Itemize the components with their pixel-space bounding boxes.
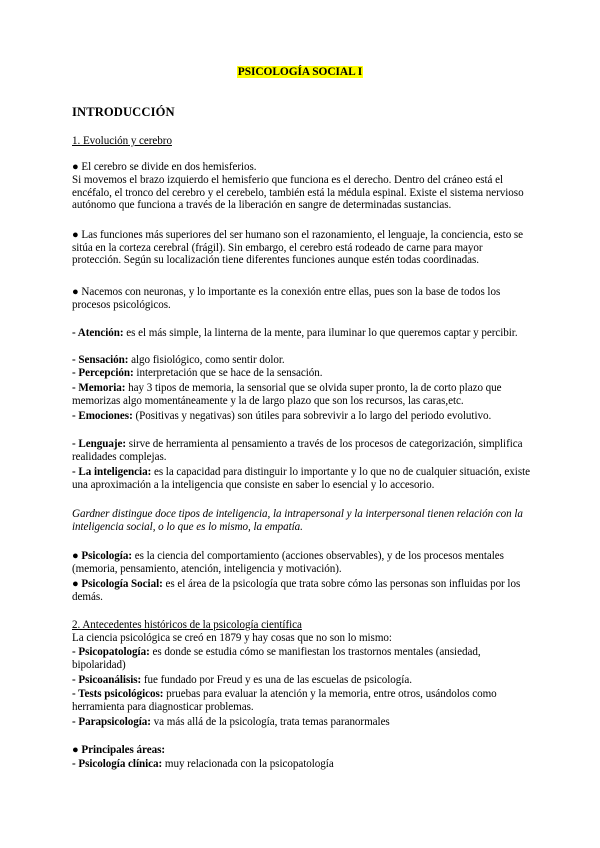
process-item [72,354,532,367]
area-term: - Psicología clínica: [72,758,163,770]
process-term: - Lenguaje: [72,438,126,450]
process-term: - La inteligencia: [72,466,152,478]
not-same-term: - Psicoanálisis: [72,674,142,686]
definition-item [72,578,532,603]
not-same-text: es donde se estudia cómo se manifiestan los trastornos mentales (ansiedad, bipolaridad) [72,646,481,671]
para-neurons: ● Nacemos con neuronas, y lo importante es la conexión entre ellas, pues son la base de todos los procesos psicológicos. [72,286,501,311]
process-text: (Positivas y negativas) son útiles para sobrevivir a lo largo del periodo evolutivo. [132,410,492,422]
not-same-item [72,716,532,729]
process-item [72,466,532,491]
process-text: sirve de herramienta al pensamiento a través de los procesos de categorización, simplifica realidades complejas. [72,438,523,463]
not-same-term: - Psicopatología: [72,646,150,658]
section2-heading: 2. Antecedentes históricos de la psicología científica [72,619,302,631]
section1-heading: 1. Evolución y cerebro [72,135,172,147]
areas-heading [72,744,532,757]
process-text: es el más simple, la linterna de la mente, para iluminar lo que queremos captar y percibir. [123,327,518,339]
gardner-note: Gardner distingue doce tipos de inteligencia, la intrapersonal y la interpersonal tienen relación con la inteligencia social, o lo que es lo mismo, la empatía. [72,508,523,533]
process-text: interpretación que se hace de la sensación. [133,367,323,379]
definition-item [72,550,532,575]
not-same-item [72,646,532,671]
process-term: - Atención: [72,327,124,339]
process-term: - Memoria: [72,382,126,394]
area-text: muy relacionada con la psicopatología [162,758,334,770]
process-text: es la capacidad para distinguir lo importante y lo que no de cualquier situación, existe una aproximación a la inteligencia que consiste en saber lo esencial y lo accesorio. [72,466,530,491]
process-term: - Percepción: [72,367,134,379]
process-item [72,327,532,340]
para-brain: Si movemos el brazo izquierdo el hemisferio que funciona es el derecho. Dentro del cráneo está el encéfalo, el tronco del cerebro y el cerebelo, también está la médula espinal. Existe el sistema nervioso autónomo que funciona a través de la liberación en sangre de determinadas sustancias. [72,174,524,212]
process-term: - Emociones: [72,410,133,422]
area-item [72,758,532,771]
not-same-item [72,688,532,713]
process-item [72,367,532,380]
definition-text: es la ciencia del comportamiento (acciones observables), y de los procesos mentales (memoria, pensamiento, atención, inteligencia y motivación). [72,550,504,575]
process-text: hay 3 tipos de memoria, la sensorial que se olvida super pronto, la de corto plazo que memorizas algo momentáneamente y la de largo plazo que son los recursos, las caras,etc. [72,382,502,407]
not-same-text: va más allá de la psicología, trata temas paranormales [150,716,390,728]
definition-term: ● Psicología: [72,550,132,562]
para-hemispheres: ● El cerebro se divide en dos hemisferios. [72,161,257,173]
para-functions: ● Las funciones más superiores del ser humano son el razonamiento, el lenguaje, la conciencia, esto se sitúa en la corteza cerebral (frágil). Sin embargo, el cerebro está rodeado de carne para mayor protección. Según su localización tiene diferentes funciones aunque estén todas coordinadas. [72,229,524,267]
definition-text: es el área de la psicología que trata sobre cómo las personas son influidas por los demás. [72,578,521,603]
process-item [72,438,532,463]
process-item [72,382,532,407]
process-term: - Sensación: [72,354,129,366]
areas-heading-text: ● Principales áreas: [72,744,165,756]
not-same-term: - Tests psicológicos: [72,688,164,700]
document-title [0,66,600,79]
intro-heading: INTRODUCCIÓN [72,105,175,119]
process-item [72,410,532,423]
not-same-term: - Parapsicología: [72,716,151,728]
process-text: algo fisiológico, como sentir dolor. [128,354,285,366]
title-highlight: PSICOLOGÍA SOCIAL I [237,66,363,78]
definition-term: ● Psicología Social: [72,578,163,590]
not-same-item [72,674,532,687]
section2-intro: La ciencia psicológica se creó en 1879 y hay cosas que no son lo mismo: [72,632,392,644]
not-same-text: pruebas para evaluar la atención y la memoria, entre otros, usándolos como herramienta para diagnosticar problemas. [72,688,497,713]
not-same-text: fue fundado por Freud y es una de las escuelas de psicología. [141,674,412,686]
